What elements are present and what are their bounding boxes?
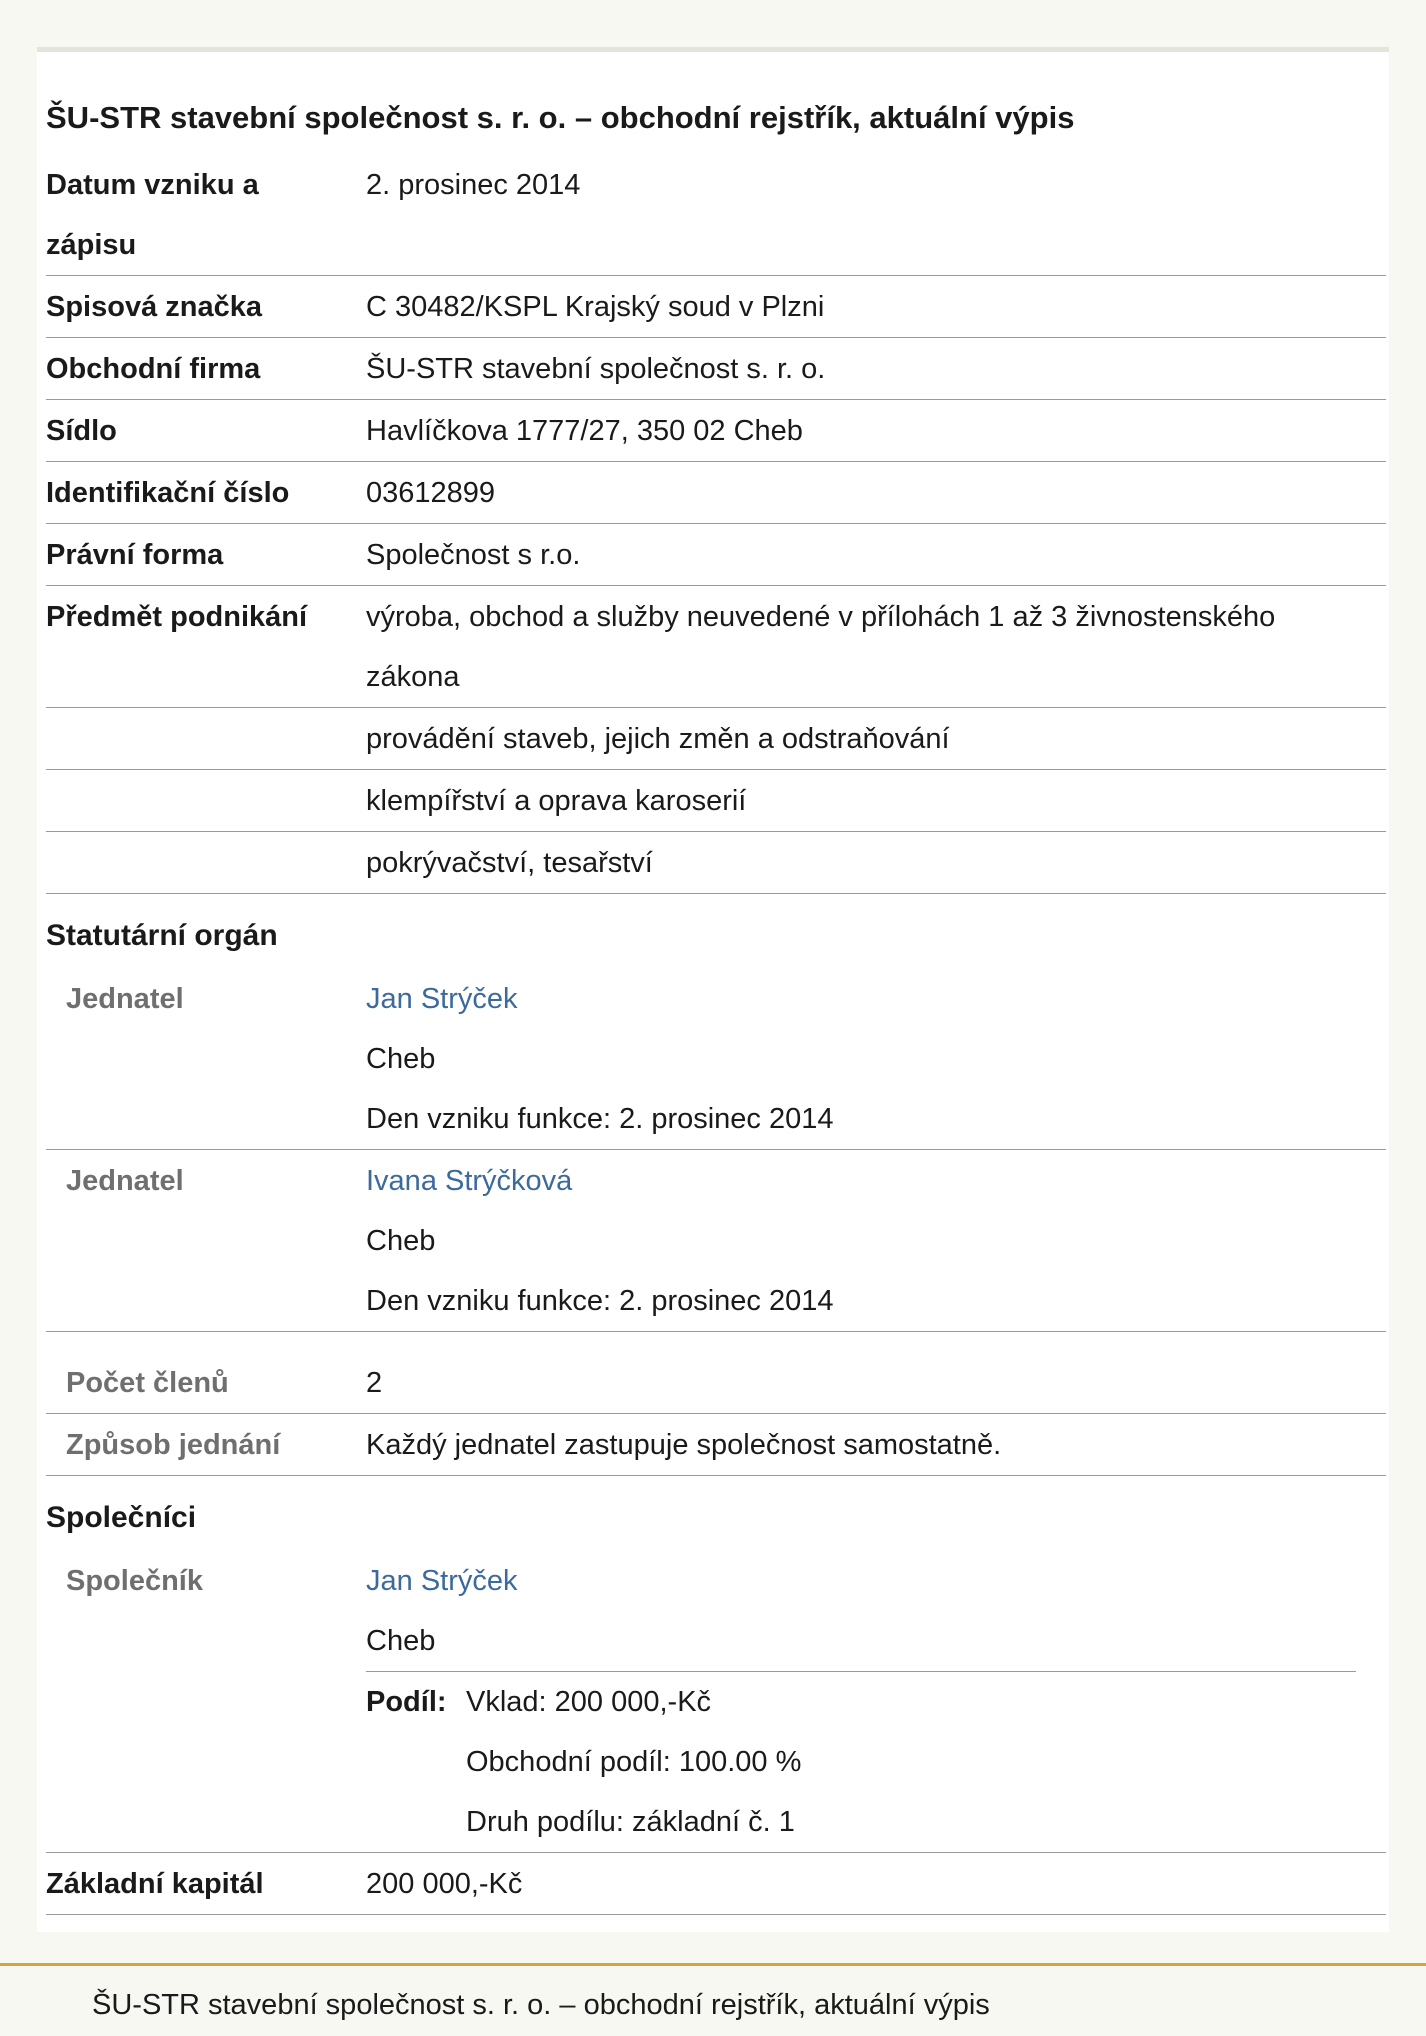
share-deposit: Vklad: 200 000,-Kč: [466, 1686, 712, 1718]
share-type: Druh podílu: základní č. 1: [466, 1806, 795, 1838]
statutory-member: [46, 968, 1386, 1150]
member-since: Den vzniku funkce: 2. prosinec 2014: [366, 1285, 834, 1317]
row-value: Havlíčkova 1777/27, 350 02 Cheb: [366, 415, 803, 447]
row-sidlo: [46, 400, 1386, 462]
share-percent: Obchodní podíl: 100.00 %: [466, 1746, 802, 1778]
member-city: Cheb: [366, 1043, 436, 1075]
row-value: klempířství a oprava karoserií: [366, 785, 747, 817]
member-name-link[interactable]: Ivana Strýčková: [366, 1165, 573, 1197]
row-value: ŠU-STR stavební společnost s. r. o.: [366, 353, 826, 385]
share-label: Podíl:: [366, 1686, 447, 1718]
row-label: Spisová značka: [46, 291, 262, 323]
footer-divider: [0, 1963, 1426, 1966]
row-label: Základní kapitál: [46, 1868, 264, 1900]
row-value: 03612899: [366, 477, 496, 509]
partner-entry: [46, 1550, 1386, 1853]
row-value: Společnost s r.o.: [366, 539, 581, 571]
row-zpusob-jednani: [46, 1414, 1386, 1476]
row-predmet-podnikani-item: [46, 832, 1386, 894]
row-spisova-znacka: [46, 276, 1386, 338]
partner-role: Společník: [66, 1565, 203, 1597]
row-label: Obchodní firma: [46, 353, 261, 385]
row-value: 2. prosinec 2014: [366, 169, 581, 201]
member-since: Den vzniku funkce: 2. prosinec 2014: [366, 1103, 834, 1135]
row-value: Každý jednatel zastupuje společnost samostatně.: [366, 1429, 1002, 1461]
row-pravni-forma: [46, 524, 1386, 586]
row-label: Sídlo: [46, 415, 117, 447]
member-name-link[interactable]: Jan Strýček: [366, 983, 518, 1015]
row-value: 2: [366, 1367, 383, 1399]
row-label: Předmět podnikání: [46, 601, 308, 633]
row-predmet-podnikani-item: [46, 770, 1386, 832]
partner-name-link[interactable]: Jan Strýček: [366, 1565, 518, 1597]
row-label: Počet členů: [66, 1367, 229, 1399]
register-table: [46, 154, 1386, 1915]
page-title: ŠU-STR stavební společnost s. r. o. – obchodní rejstřík, aktuální výpis: [46, 100, 1075, 135]
row-datum-vzniku: [46, 154, 1386, 276]
row-zakladni-kapital: [46, 1853, 1386, 1915]
statutory-member: [46, 1150, 1386, 1332]
row-label: Identifikační číslo: [46, 477, 290, 509]
row-label: Právní forma: [46, 539, 224, 571]
member-city: Cheb: [366, 1225, 436, 1257]
row-value: pokrývačství, tesařství: [366, 847, 653, 879]
section-heading-statutarni-organ: Statutární orgán: [46, 919, 278, 952]
member-role: Jednatel: [66, 983, 184, 1015]
row-identifikacni-cislo: [46, 462, 1386, 524]
row-value: provádění staveb, jejich změn a odstraňování: [366, 723, 950, 755]
section-heading-spolecnici: Společníci: [46, 1501, 197, 1534]
row-value: výroba, obchod a služby neuvedené v přílohách 1 až 3 živnostenského zákona: [366, 601, 1276, 693]
partner-city: Cheb: [366, 1625, 436, 1657]
partner-share: [366, 1671, 1356, 1852]
row-label: Způsob jednání: [66, 1429, 281, 1461]
member-role: Jednatel: [66, 1165, 184, 1197]
row-value: C 30482/KSPL Krajský soud v Plzni: [366, 291, 825, 323]
row-predmet-podnikani: [46, 586, 1386, 708]
row-value: 200 000,-Kč: [366, 1868, 523, 1900]
footer-title: ŠU-STR stavební společnost s. r. o. – obchodní rejstřík, aktuální výpis: [92, 1989, 990, 2021]
row-obchodni-firma: [46, 338, 1386, 400]
row-predmet-podnikani-item: [46, 708, 1386, 770]
row-label: Datum vzniku a zápisu: [46, 169, 259, 261]
row-pocet-clenu: [46, 1332, 1386, 1414]
